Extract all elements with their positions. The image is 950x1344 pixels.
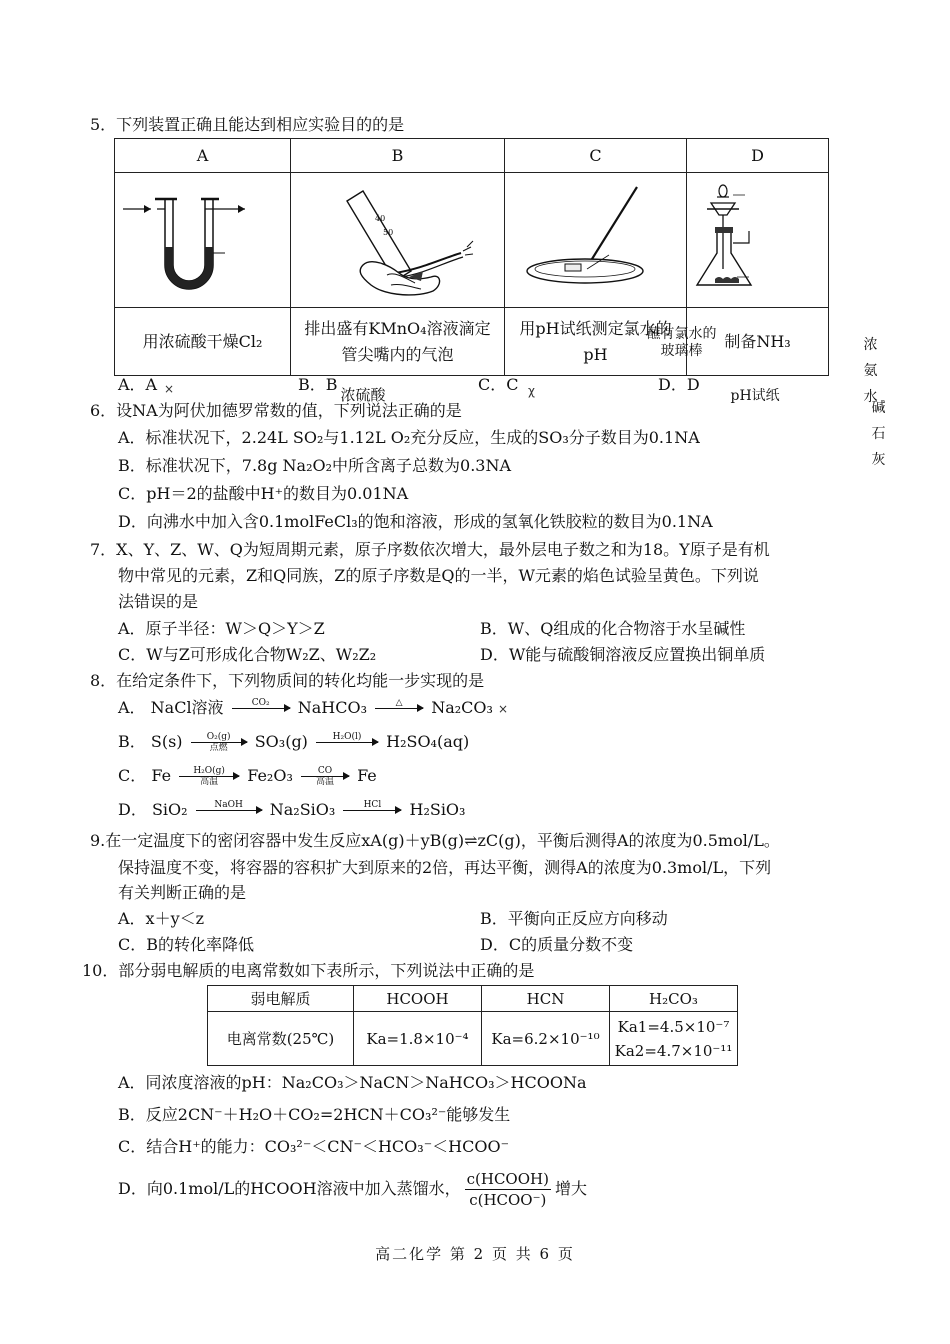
q7-stem-line: 法错误的是 xyxy=(118,592,199,611)
table-cell xyxy=(610,1012,738,1066)
ka1-value: Ka1=4.5×10⁻⁷ xyxy=(617,1017,730,1036)
q9-option-d: D．C的质量分数不变 xyxy=(480,935,634,954)
q9-option-b: B．平衡向正反应方向移动 xyxy=(480,909,668,928)
table-row-label: 电离常数(25℃) xyxy=(208,1012,354,1066)
q8a-cond-1: CO₂ xyxy=(251,698,270,708)
q5-option-c: C．C xyxy=(478,375,519,394)
soda-lime-label: 碱石灰 xyxy=(871,399,886,468)
q8b-arrow-1 xyxy=(191,732,247,753)
q8d-substance-3: H₂SiO₃ xyxy=(409,800,466,819)
ionization-constant-table xyxy=(207,985,738,1066)
q6-option-a: A．标准状况下，2.24L SO₂与1.12L O₂充分反应，生成的SO₃分子数目为0.1NA xyxy=(118,428,700,447)
q8c-substance-3: Fe xyxy=(357,766,377,785)
q6-option-b: B．标准状况下，7.8g Na₂O₂中所含离子总数为0.3NA xyxy=(118,456,512,475)
page-footer: 高二化学 第 2 页 共 6 页 xyxy=(375,1245,575,1263)
q8a-cond-2b xyxy=(375,709,423,719)
q8b-cond-1b: 点燃 xyxy=(209,743,228,753)
table-cell: Ka=6.2×10⁻¹⁰ xyxy=(482,1012,610,1066)
q7-option-b: B．W、Q组成的化合物溶于水呈碱性 xyxy=(480,619,746,638)
conc-sulfuric-acid-label: 浓硫酸 xyxy=(340,385,386,404)
q8b-arrow-2 xyxy=(316,732,378,753)
q8d-cond-2b xyxy=(343,811,401,821)
q8b-cond-1: O₂(g) xyxy=(206,732,231,742)
table-header: 弱电解质 xyxy=(208,986,354,1012)
q8d-cond-1: NaOH xyxy=(214,800,243,810)
q7-stem-line: 物中常见的元素，Z和Q同族，Z的原子序数是Q的一半，W元素的焰色试验呈黄色。下列说 xyxy=(118,566,759,585)
q8-option-c xyxy=(118,765,377,787)
q5-header-b: B xyxy=(291,139,505,173)
svg-text:50: 50 xyxy=(383,228,394,237)
q5-header-c: C xyxy=(505,139,687,173)
q8a-substance-3: Na₂CO₃ xyxy=(431,698,493,717)
q6-stem: 6．设NA为阿伏加德罗常数的值，下列说法正确的是 xyxy=(90,401,462,420)
svg-text:40: 40 xyxy=(375,214,386,223)
q10-option-a: A．同浓度溶液的pH：Na₂CO₃＞NaCN＞NaHCO₃＞HCOONa xyxy=(118,1073,587,1092)
q8c-cond-2: CO xyxy=(317,766,333,776)
handwritten-mark: × xyxy=(164,382,175,396)
q8b-substance-2: SO₃(g) xyxy=(254,732,308,751)
q7-option-a: A．原子半径：W＞Q＞Y＞Z xyxy=(118,619,325,638)
chlorine-water-rod-label: 蘸有氯水的玻璃棒 xyxy=(646,325,717,359)
q8b-label: B． xyxy=(118,732,146,751)
q8b-substance-3: H₂SO₄(aq) xyxy=(386,732,470,751)
ratio-denominator: c(HCOO⁻) xyxy=(469,1191,547,1209)
q5-caption-c: 用pH试纸测定氯水的pH xyxy=(505,308,687,376)
q8b-cond-2: H₂O(l) xyxy=(332,732,362,742)
q9-stem-line: 9.在一定温度下的密闭容器中发生反应xA(g)＋yB(g)⇌zC(g)，平衡后测得A的浓度为0.5mol/L。 xyxy=(90,831,780,850)
q5-caption-a: 用浓硫酸干燥Cl₂ xyxy=(115,308,291,376)
table-cell: Ka=1.8×10⁻⁴ xyxy=(354,1012,482,1066)
concentration-ratio xyxy=(465,1169,551,1210)
q8-option-a xyxy=(118,697,508,720)
q8b-substance-1: S(s) xyxy=(150,732,183,751)
q8c-cond-1b: 高温 xyxy=(200,777,219,787)
q8-option-d xyxy=(118,799,465,821)
q5-option-d: D．D xyxy=(658,375,700,394)
q8a-cond-2: △ xyxy=(395,698,403,708)
q8c-label: C． xyxy=(118,766,147,785)
q7-option-d: D．W能与硫酸铜溶液反应置换出铜单质 xyxy=(480,645,766,664)
q6-option-c: C．pH＝2的盐酸中H⁺的数目为0.01NA xyxy=(118,484,409,503)
handwritten-mark: × xyxy=(498,702,509,716)
q8c-substance-2: Fe₂O₃ xyxy=(247,766,293,785)
table-header: HCN xyxy=(482,986,610,1012)
u-tube-figure xyxy=(115,173,291,299)
ka2-value: Ka2=4.7×10⁻¹¹ xyxy=(614,1041,733,1060)
q5-caption-d: 制备NH₃ xyxy=(687,308,829,376)
q9-stem-line: 有关判断正确的是 xyxy=(118,883,247,902)
q8a-substance-2: NaHCO₃ xyxy=(297,698,368,717)
q8a-substance-1: NaCl溶液 xyxy=(150,698,224,717)
q8b-cond-2b xyxy=(316,743,378,753)
q10-option-c: C．结合H⁺的能力：CO₃²⁻＜CN⁻＜HCO₃⁻＜HCOO⁻ xyxy=(118,1137,510,1156)
ammonia-flask-figure xyxy=(687,173,829,299)
q5-stem: 5．下列装置正确且能达到相应实验目的的是 xyxy=(90,115,405,134)
q5-option-a: A．A xyxy=(118,375,158,394)
q10-option-d xyxy=(118,1166,587,1212)
q8-stem: 8．在给定条件下，下列物质间的转化均能一步实现的是 xyxy=(90,671,485,690)
ratio-numerator: c(HCOOH) xyxy=(466,1170,549,1188)
q8d-arrow-1 xyxy=(196,800,262,821)
q5-figure-b-cell xyxy=(291,173,505,308)
q5-header-a: A xyxy=(115,139,291,173)
q8d-label: D． xyxy=(118,800,147,819)
q5-option-b: B．B xyxy=(298,375,338,394)
q8d-substance-2: Na₂SiO₃ xyxy=(269,800,336,819)
q9-option-c: C．B的转化率降低 xyxy=(118,935,255,954)
ph-paper-label: pH试纸 xyxy=(730,387,780,404)
q8a-arrow-2 xyxy=(375,698,423,719)
q8c-substance-1: Fe xyxy=(151,766,172,785)
ph-paper-figure xyxy=(505,173,687,299)
q8d-arrow-2 xyxy=(343,800,401,821)
q10-option-b: B．反应2CN⁻＋H₂O＋CO₂=2HCN＋CO₃²⁻能够发生 xyxy=(118,1105,511,1124)
q9-option-a: A．x＋y＜z xyxy=(118,909,205,928)
q7-option-c: C．W与Z可形成化合物W₂Z、W₂Z₂ xyxy=(118,645,377,664)
q8c-cond-2b: 高温 xyxy=(315,777,334,787)
q5-header-d: D xyxy=(687,139,829,173)
q10d-prefix: D．向0.1mol/L的HCOOH溶液中加入蒸馏水， xyxy=(118,1179,461,1198)
q8a-cond-1b xyxy=(232,709,290,719)
table-header: HCOOH xyxy=(354,986,482,1012)
q6-option-d: D．向沸水中加入含0.1molFeCl₃的饱和溶液，形成的氢氧化铁胶粒的数目为0.1NA xyxy=(118,512,713,531)
q8c-arrow-2 xyxy=(301,766,349,787)
q8a-arrow-1 xyxy=(232,698,290,719)
burette-hand-figure xyxy=(291,173,505,299)
handwritten-mark: χ xyxy=(528,384,535,398)
table-header: H₂CO₃ xyxy=(610,986,738,1012)
q8d-cond-1b xyxy=(196,811,262,821)
q10-stem: 10．部分弱电解质的电离常数如下表所示，下列说法中正确的是 xyxy=(82,961,535,980)
q10d-suffix: 增大 xyxy=(554,1179,587,1198)
q9-stem-line: 保持温度不变，将容器的容积扩大到原来的2倍，再达平衡，测得A的浓度为0.3mol/L，下列 xyxy=(118,858,772,877)
q8a-label: A． xyxy=(118,698,146,717)
q8-option-b xyxy=(118,731,469,753)
q5-caption-b: 排出盛有KMnO₄溶液滴定管尖嘴内的气泡 xyxy=(291,308,505,376)
q8d-substance-1: SiO₂ xyxy=(151,800,188,819)
q7-stem-line: 7．X、Y、Z、W、Q为短周期元素，原子序数依次增大，最外层电子数之和为18。Y原子是有机 xyxy=(90,540,770,559)
q8d-cond-2: HCl xyxy=(363,800,382,810)
q8c-arrow-1 xyxy=(179,766,239,787)
conc-ammonia-label: 浓氨水 xyxy=(863,336,878,405)
q8c-cond-1: H₂O(g) xyxy=(193,766,225,776)
